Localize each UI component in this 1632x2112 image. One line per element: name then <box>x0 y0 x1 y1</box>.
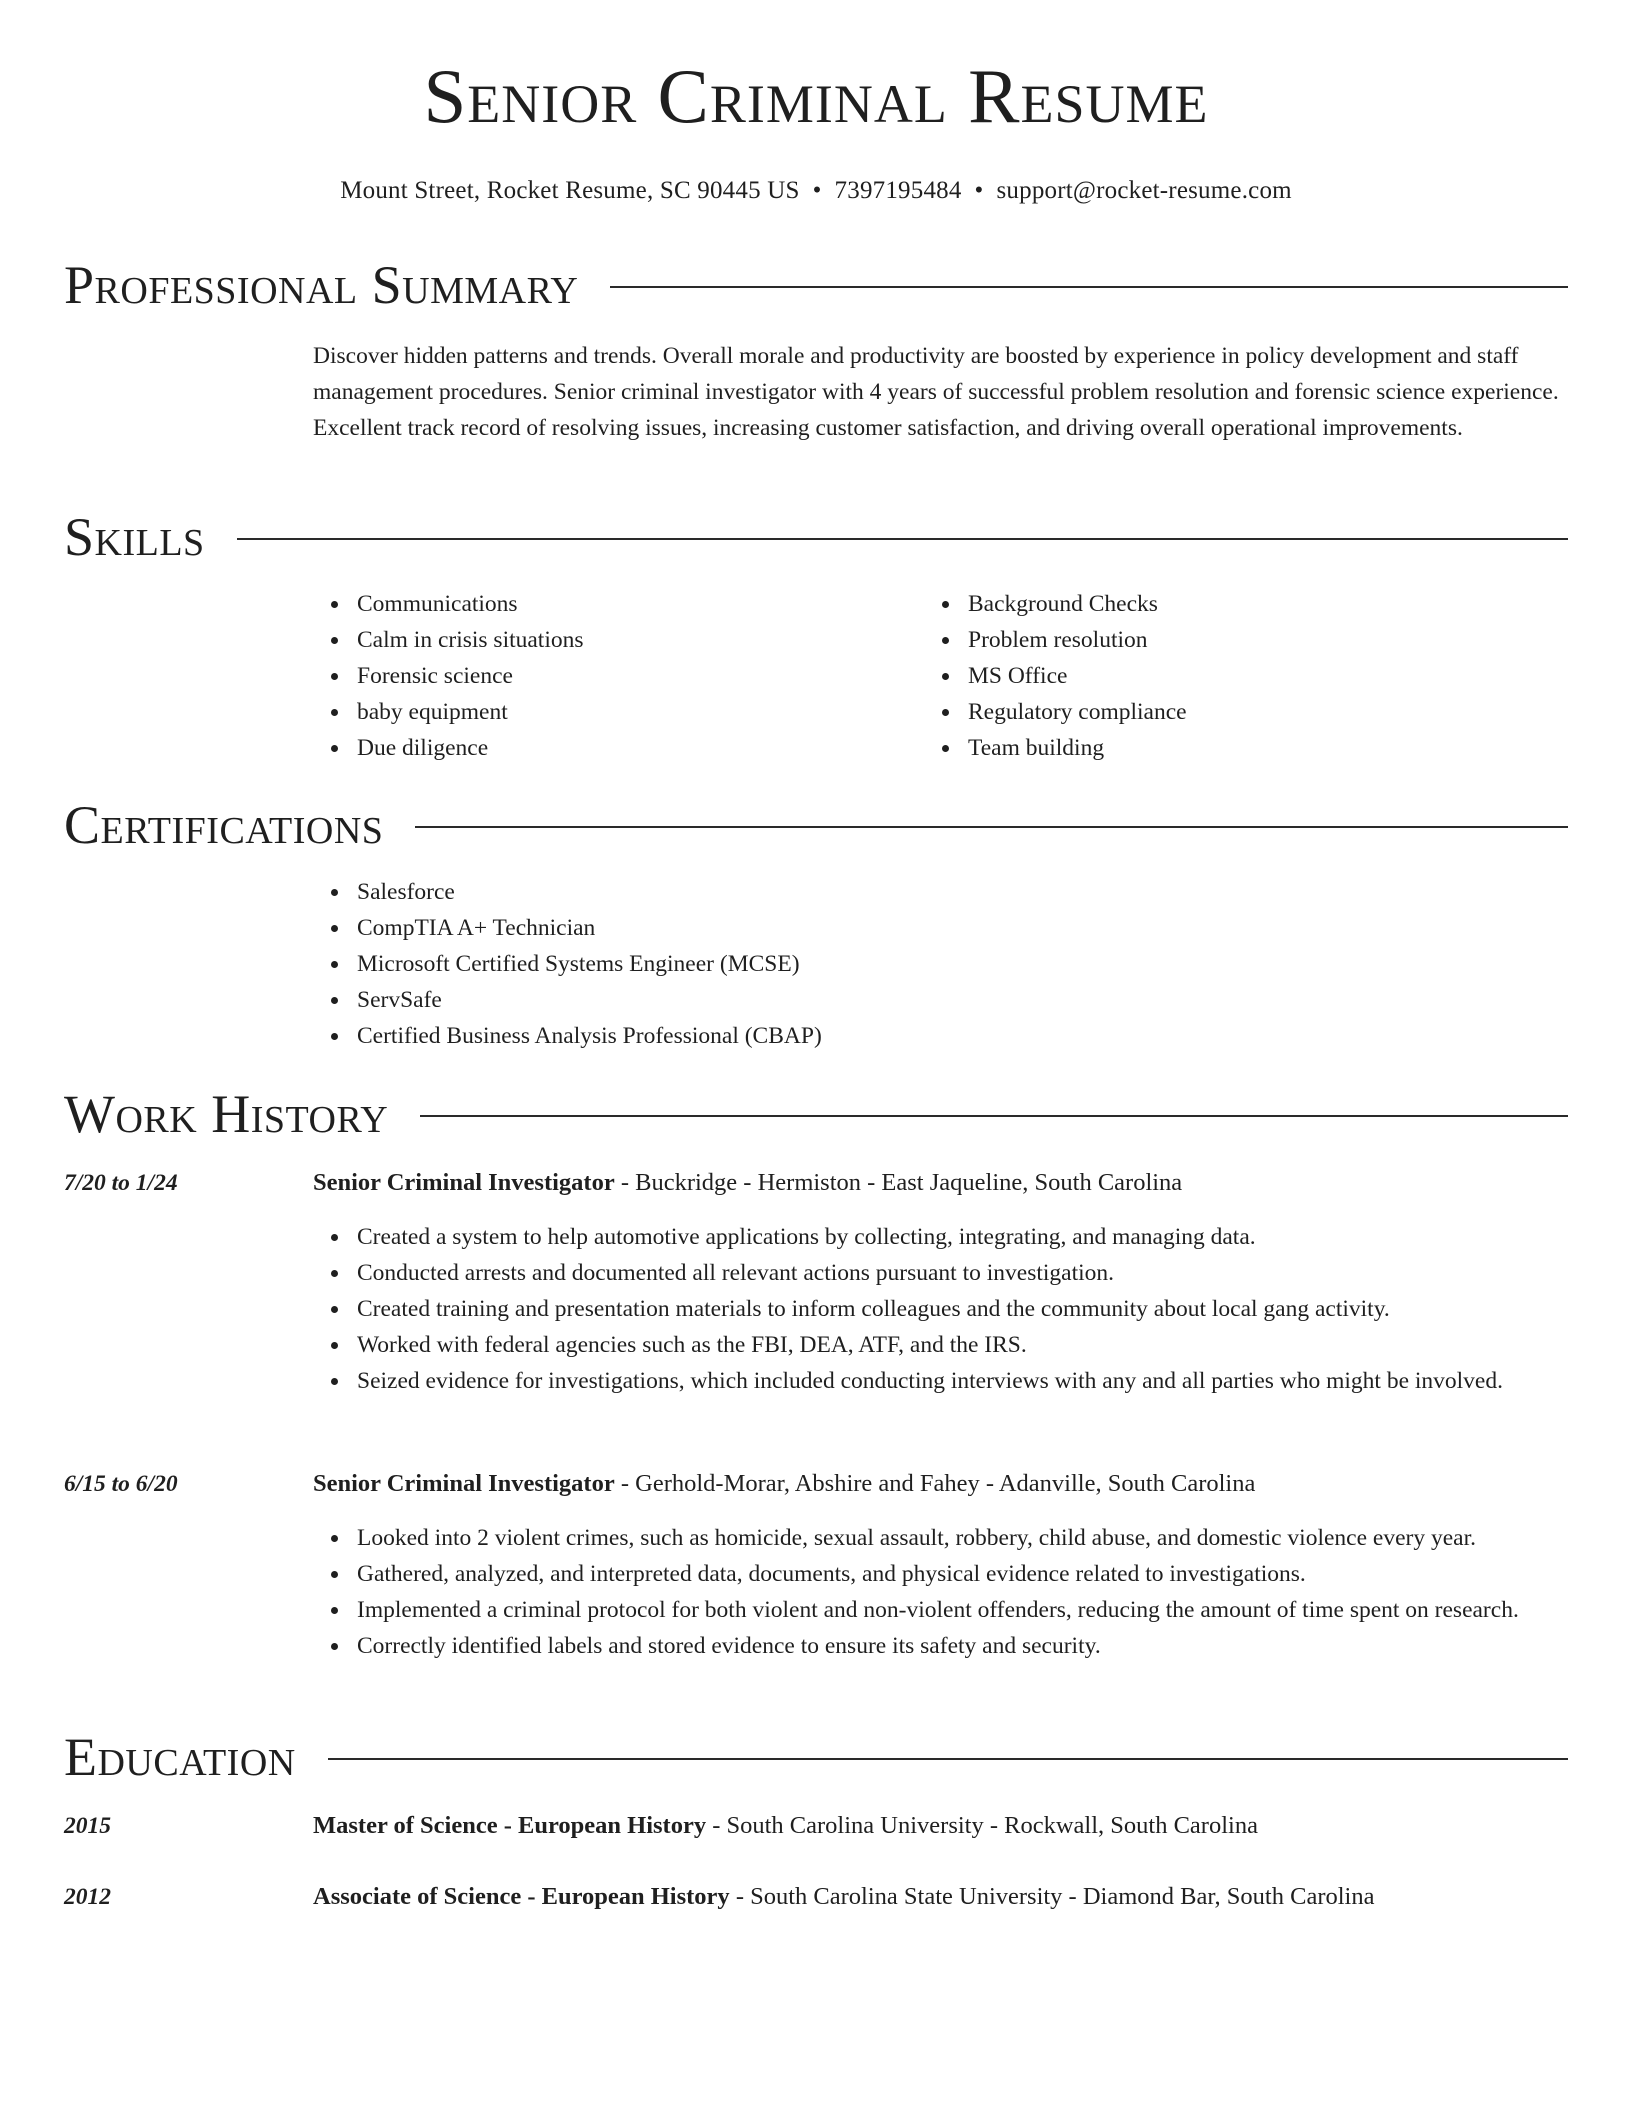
contact-address: Mount Street, Rocket Resume, SC 90445 US <box>340 177 800 204</box>
skill-item: Regulatory compliance <box>968 694 1187 730</box>
education-school-location: - South Carolina State University - Diamond Bar, South Carolina <box>729 1883 1375 1910</box>
section-title-education: Education <box>64 1727 296 1787</box>
contact-separator: • <box>974 177 984 204</box>
job-bullet: Correctly identified labels and stored evidence to ensure its safety and security. <box>357 1628 1602 1664</box>
section-title-work-history: Work History <box>64 1084 389 1144</box>
skill-item: Due diligence <box>357 730 584 766</box>
job-bullet: Gathered, analyzed, and interpreted data, documents, and physical evidence related to investigations. <box>357 1556 1602 1592</box>
job-bullet: Created a system to help automotive applications by collecting, integrating, and managing data. <box>357 1219 1577 1255</box>
skill-item: Problem resolution <box>968 622 1187 658</box>
section-title-summary: Professional Summary <box>64 255 579 315</box>
section-divider <box>420 1115 1568 1117</box>
job-bullet: Looked into 2 violent crimes, such as homicide, sexual assault, robbery, child abuse, and domestic violence every year. <box>357 1520 1602 1556</box>
education-entry <box>313 1808 1573 1844</box>
skill-item: Background Checks <box>968 586 1187 622</box>
job-heading <box>313 1466 1573 1502</box>
certification-item: Certified Business Analysis Professional (CBAP) <box>357 1018 822 1054</box>
section-header-skills <box>64 507 1568 567</box>
skill-item: Communications <box>357 586 584 622</box>
certification-item: Salesforce <box>357 874 822 910</box>
job-heading <box>313 1165 1573 1201</box>
job-bullet: Worked with federal agencies such as the FBI, DEA, ATF, and the IRS. <box>357 1327 1577 1363</box>
certification-item: ServSafe <box>357 982 822 1018</box>
skill-item: Calm in crisis situations <box>357 622 584 658</box>
job-employer-location: - Buckridge - Hermiston - East Jaqueline, South Carolina <box>614 1169 1183 1196</box>
contact-email[interactable]: support@rocket-resume.com <box>996 177 1292 204</box>
skills-list-left <box>313 586 584 766</box>
education-degree: Master of Science - European History <box>313 1812 707 1839</box>
section-divider <box>415 826 1568 828</box>
job-title: Senior Criminal Investigator <box>313 1169 615 1196</box>
job-title: Senior Criminal Investigator <box>313 1470 615 1497</box>
skill-item: baby equipment <box>357 694 584 730</box>
certifications-list <box>313 874 822 1054</box>
education-degree: Associate of Science - European History <box>313 1883 730 1910</box>
summary-text: Discover hidden patterns and trends. Overall morale and productivity are boosted by experience in policy development and staff management procedures. Senior criminal investigator with 4 years of successful problem resolution and forensic science experience. Excellent track record of resolving issues, increasing customer satisfaction, and driving overall operational improvements. <box>313 343 1559 441</box>
section-divider <box>610 286 1568 288</box>
section-header-work-history <box>64 1084 1568 1144</box>
section-divider <box>237 538 1568 540</box>
resume-title: Senior Criminal Resume <box>423 53 1209 139</box>
skill-item: MS Office <box>968 658 1187 694</box>
education-year: 2012 <box>64 1884 111 1910</box>
job-bullet: Conducted arrests and documented all relevant actions pursuant to investigation. <box>357 1255 1577 1291</box>
certification-item: CompTIA A+ Technician <box>357 910 822 946</box>
section-title-skills: Skills <box>64 507 205 567</box>
job-employer-location: - Gerhold-Morar, Abshire and Fahey - Adanville, South Carolina <box>614 1470 1256 1497</box>
skill-item: Forensic science <box>357 658 584 694</box>
job-bullet: Implemented a criminal protocol for both violent and non-violent offenders, reducing the amount of time spent on research. <box>357 1592 1602 1628</box>
section-title-certifications: Certifications <box>64 795 384 855</box>
education-entry <box>313 1879 1573 1915</box>
job-bullet: Created training and presentation materials to inform colleagues and the community about local gang activity. <box>357 1291 1577 1327</box>
contact-separator: • <box>812 177 822 204</box>
job-responsibilities <box>313 1219 1577 1399</box>
education-school-location: - South Carolina University - Rockwall, South Carolina <box>706 1812 1258 1839</box>
section-divider <box>328 1758 1568 1760</box>
job-bullet: Seized evidence for investigations, which included conducting interviews with any and all parties who might be involved. <box>357 1363 1577 1399</box>
section-header-education <box>64 1727 1568 1787</box>
skills-list-right <box>924 586 1187 766</box>
skill-item: Team building <box>968 730 1187 766</box>
job-dates: 7/20 to 1/24 <box>64 1170 178 1196</box>
section-header-certifications <box>64 795 1568 855</box>
section-header-summary <box>64 255 1568 315</box>
certification-item: Microsoft Certified Systems Engineer (MCSE) <box>357 946 822 982</box>
contact-line <box>0 176 1632 206</box>
job-dates: 6/15 to 6/20 <box>64 1471 178 1497</box>
job-responsibilities <box>313 1520 1602 1664</box>
education-year: 2015 <box>64 1813 111 1839</box>
contact-phone[interactable]: 7397195484 <box>834 177 962 204</box>
